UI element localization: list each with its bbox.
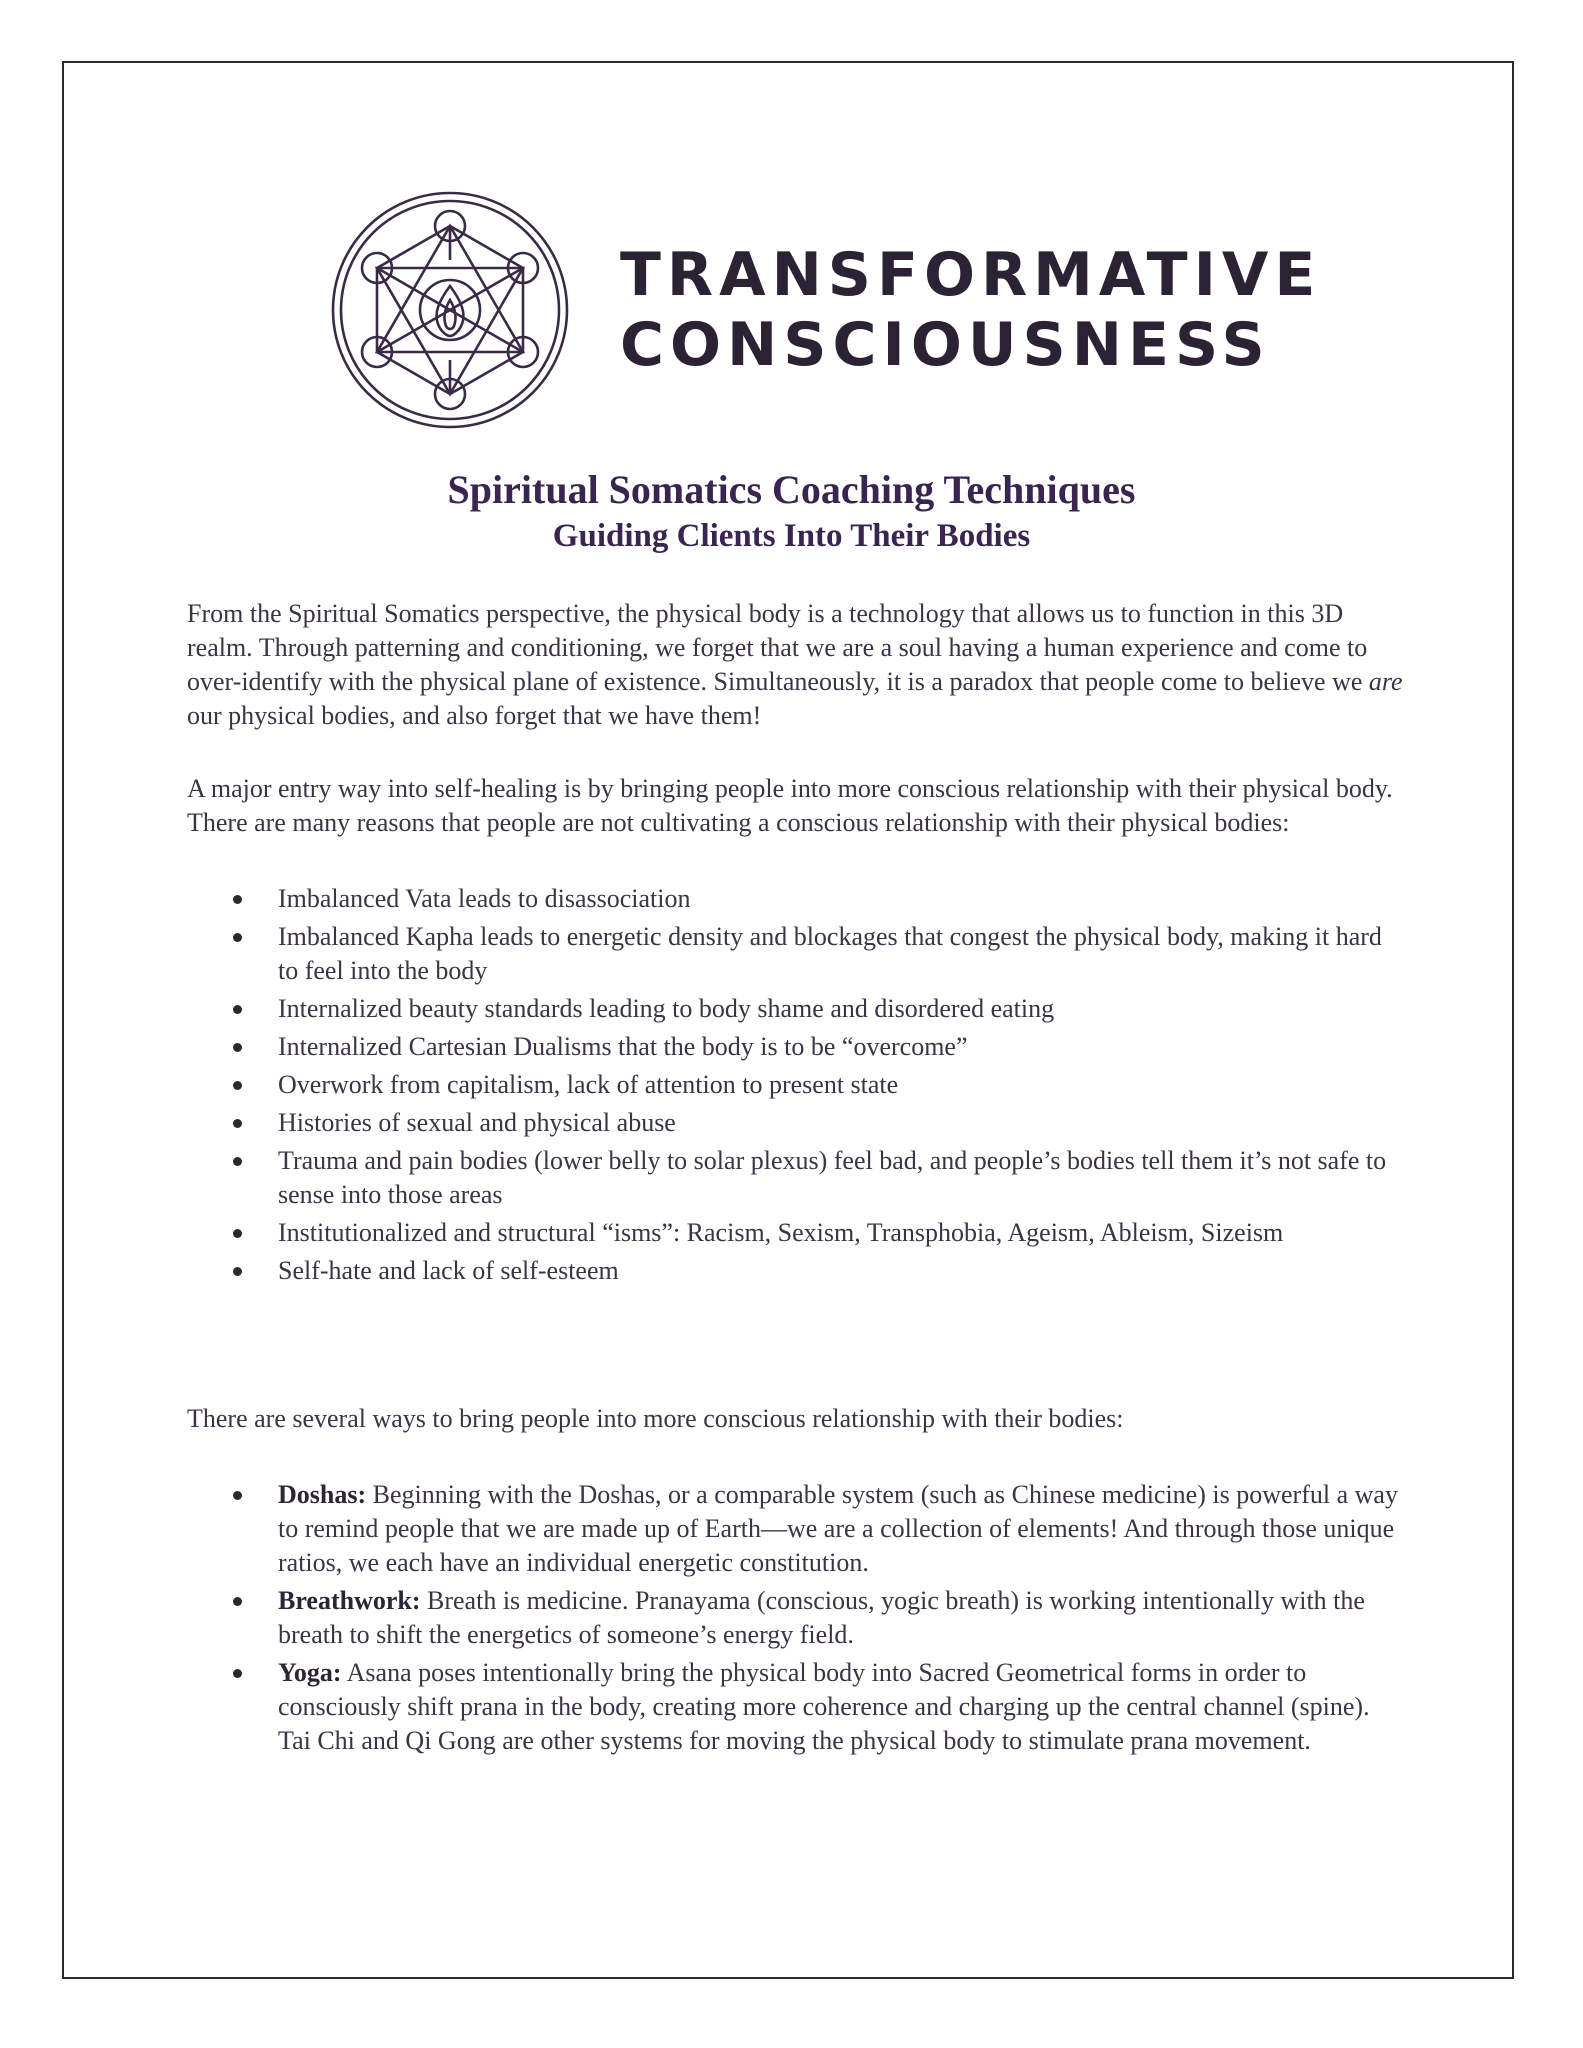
bullet-icon: [233, 1043, 242, 1052]
list-item: Imbalanced Kapha leads to energetic density and blockages that congest the physical body, making it hard to feel into the body: [187, 920, 1407, 988]
bullet-icon: [233, 1491, 242, 1500]
bullet-icon: [233, 1229, 242, 1238]
intro-text-before: From the Spiritual Somatics perspective, the physical body is a technology that allows us to function in this 3D realm. Through patterning and conditioning, we forget that we are a soul having a human experience and come to over-identify with the physical plane of existence. Simultaneously, it is a paradox that people come to believe we: [187, 599, 1369, 696]
bullet-icon: [233, 933, 242, 942]
bullet-icon: [233, 1005, 242, 1014]
intro-text-emphasis: are: [1368, 667, 1403, 696]
ways-intro-paragraph: There are several ways to bring people into more conscious relationship with their bodies:: [187, 1404, 1124, 1433]
bullet-icon: [233, 1157, 242, 1166]
list-item: Internalized beauty standards leading to body shame and disordered eating: [187, 992, 1407, 1026]
reasons-list: [187, 882, 1407, 1292]
logo: [330, 190, 1322, 450]
bullet-icon: [233, 895, 242, 904]
bullet-icon: [233, 1119, 242, 1128]
list-item: Institutionalized and structural “isms”: Racism, Sexism, Transphobia, Ageism, Ableism, Sizeism: [187, 1216, 1407, 1250]
bullet-icon: [233, 1081, 242, 1090]
list-item: Overwork from capitalism, lack of attention to present state: [187, 1068, 1407, 1102]
term-yoga: Yoga:: [278, 1658, 342, 1687]
bullet-icon: [233, 1597, 242, 1606]
bullet-icon: [233, 1267, 242, 1276]
list-item: Yoga: Asana poses intentionally bring the physical body into Sacred Geometrical forms in order to consciously shift prana in the body, creating more coherence and charging up the central channel (spine). Tai Chi and Qi Gong are other systems for moving the physical body to stimulate prana movement.: [187, 1656, 1407, 1758]
list-item: Trauma and pain bodies (lower belly to solar plexus) feel bad, and people’s bodies tell them it’s not safe to sense into those areas: [187, 1144, 1407, 1212]
reasons-intro-paragraph: A major entry way into self-healing is by bringing people into more conscious relationship with their physical body. There are many reasons that people are not cultivating a conscious relationship with their physical bodies:: [187, 774, 1393, 837]
brand-line-2: CONSCIOUSNESS: [620, 310, 1271, 380]
list-item: Doshas: Beginning with the Doshas, or a comparable system (such as Chinese medicine) is powerful a way to remind people that we are made up of Earth—we are a collection of elements! And through those unique ratios, we each have an individual energetic constitution.: [187, 1478, 1407, 1580]
document-subtitle: Guiding Clients Into Their Bodies: [552, 518, 1031, 554]
metatron-cube-logo-icon: [330, 190, 570, 430]
document-title: Spiritual Somatics Coaching Techniques: [447, 467, 1136, 512]
brand-line-1: TRANSFORMATIVE: [620, 240, 1322, 310]
list-item: Self-hate and lack of self-esteem: [187, 1254, 1407, 1288]
list-item: Imbalanced Vata leads to disassociation: [187, 882, 1407, 916]
list-item: Histories of sexual and physical abuse: [187, 1106, 1407, 1140]
intro-text-after: our physical bodies, and also forget that we have them!: [187, 701, 762, 730]
ways-list: [187, 1478, 1407, 1762]
brand-name: [620, 240, 1321, 380]
list-item: Internalized Cartesian Dualisms that the body is to be “overcome”: [187, 1030, 1407, 1064]
term-doshas: Doshas:: [278, 1480, 367, 1509]
bullet-icon: [233, 1669, 242, 1678]
term-breathwork: Breathwork:: [278, 1586, 421, 1615]
list-item: Breathwork: Breath is medicine. Pranayama (conscious, yogic breath) is working intentionally with the breath to shift the energetics of someone’s energy field.: [187, 1584, 1407, 1652]
intro-paragraph: [187, 597, 1407, 733]
